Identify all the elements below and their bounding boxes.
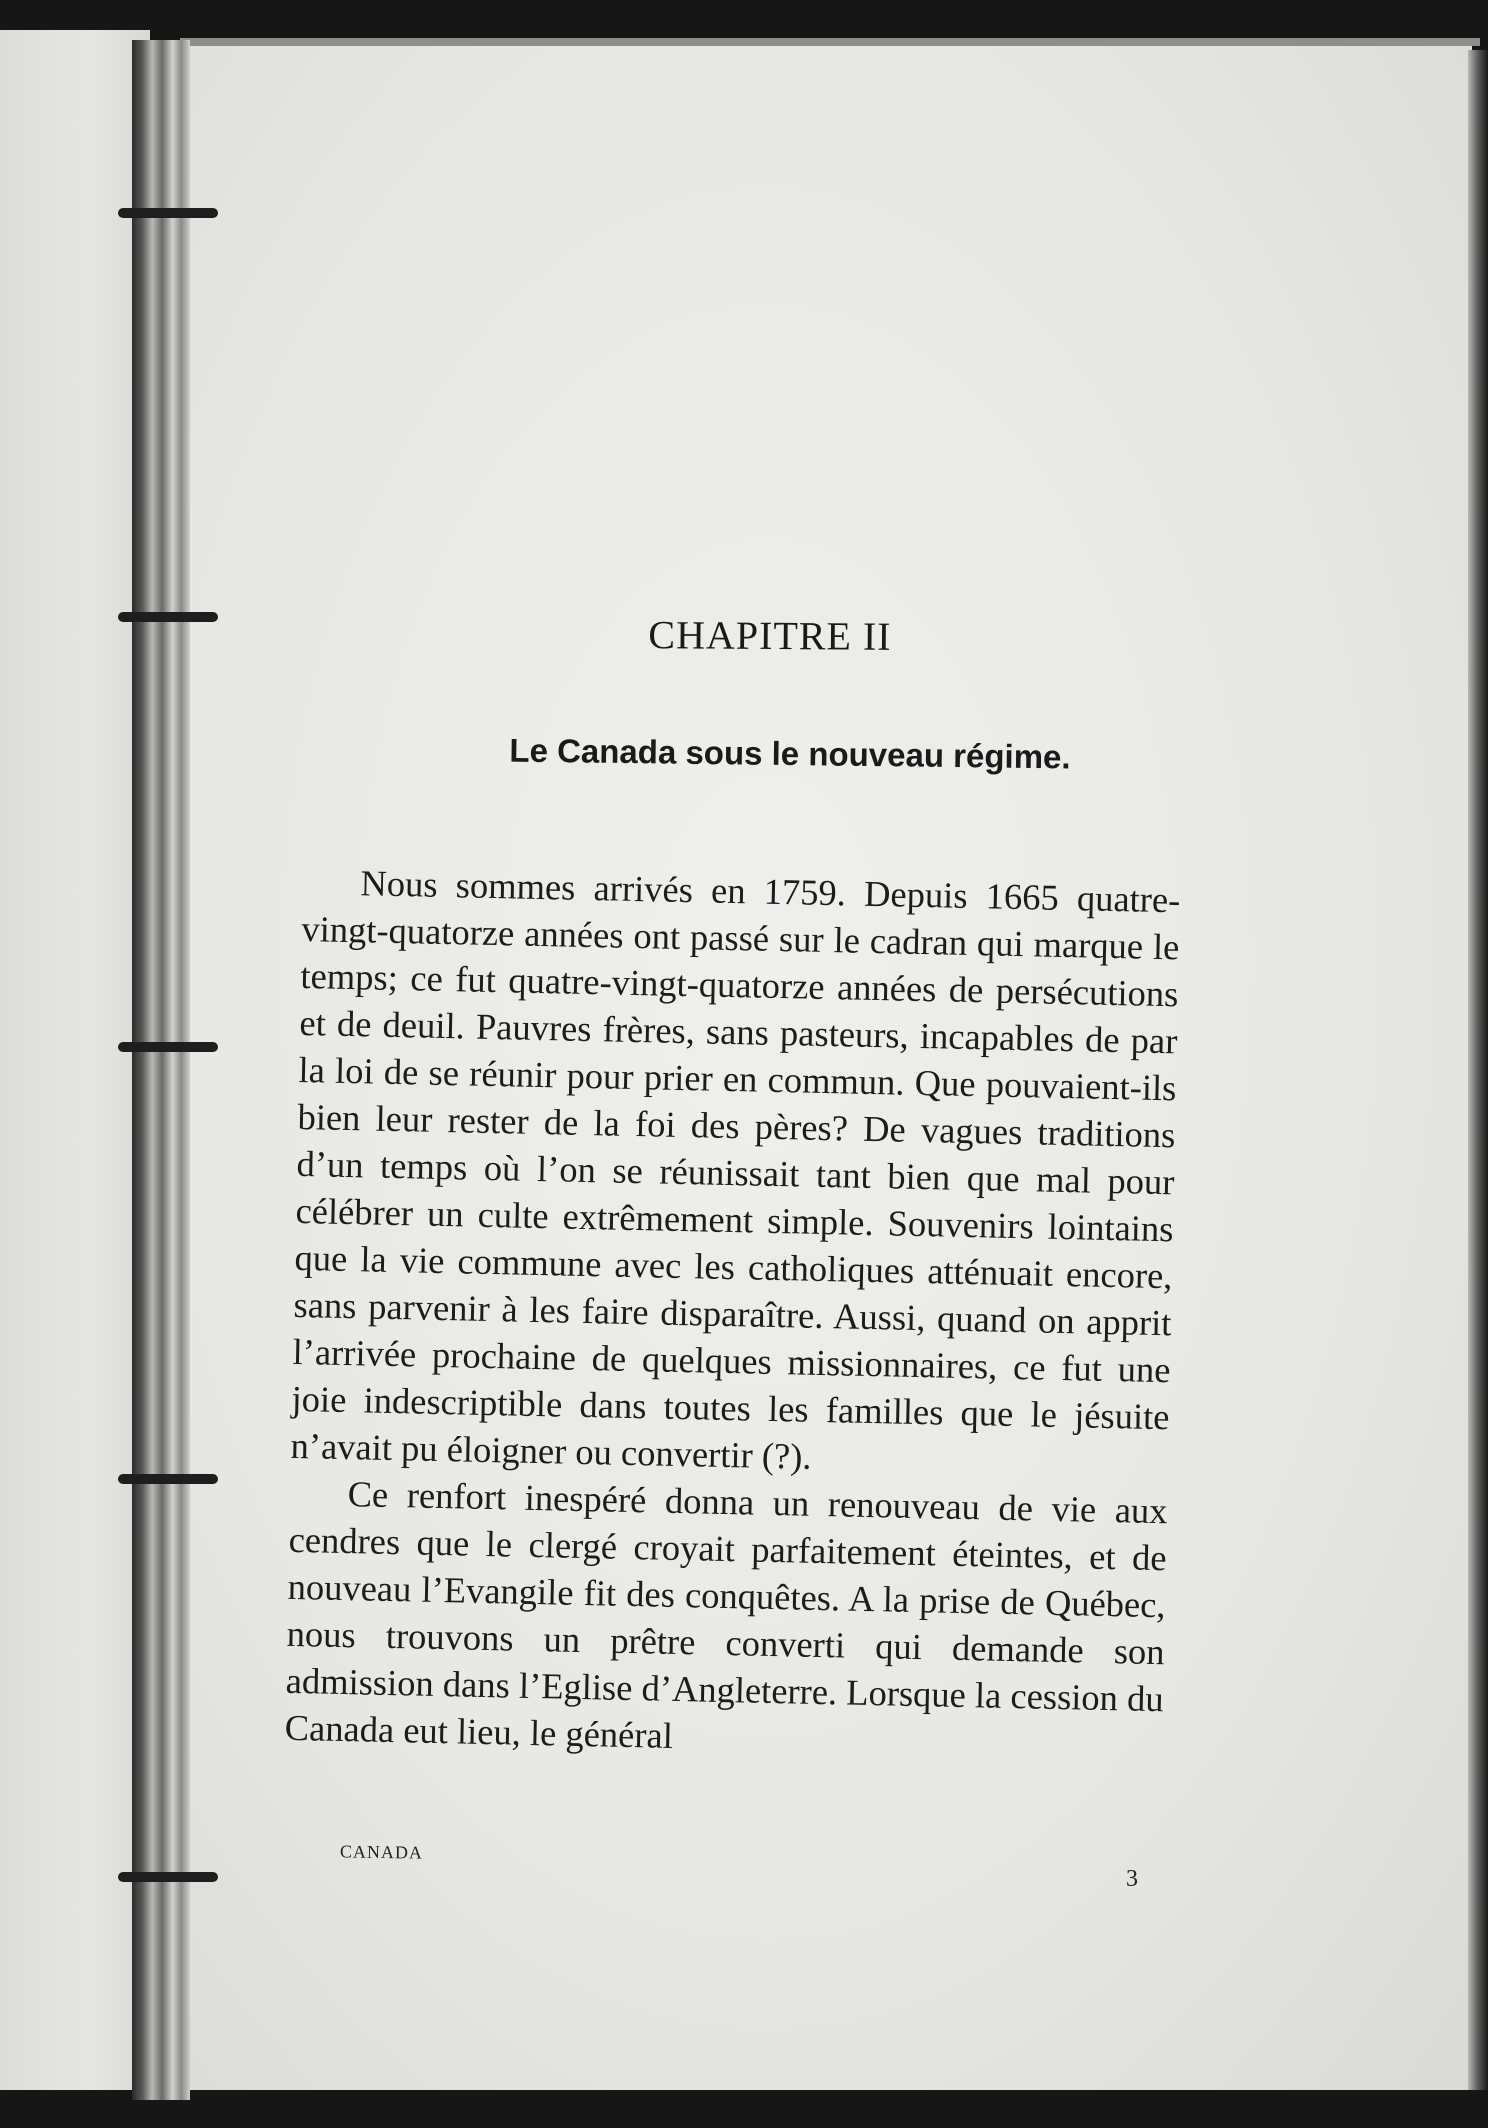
page-number: 3 xyxy=(1126,1866,1138,1892)
section-title: Le Canada sous le nouveau régime. xyxy=(509,731,1071,776)
paragraph: Nous sommes arrivés en 1759. Depuis 1665 quatre-vingt-quatorze années ont passé sur le cadran qui marque le temps; ce fut quatre-vingt-quatorze années de persécutions et de deuil. Pauvres frères, sans pasteurs, incapables de par la loi de se réunir pour prier en commun. Que pouvaient-ils bien leur rester de la foi des pères? De vagues traditions d’un temps où l’on se réunissait tant bien que mal pour célébrer un culte extrêmement simple. Souvenirs lointains que la vie commune avec les catholiques atténuait encore, sans parvenir à les faire disparaître. Aussi, quand on apprit l’arrivée prochaine de quelques missionnaires, ce fut une joie indescriptible dans toutes les familles que le jésuite n’avait pu éloigner ou convertir (?). xyxy=(290,862,1181,1477)
page-top-edge xyxy=(180,38,1480,46)
binding-stitch xyxy=(118,1872,218,1882)
binding-stitch xyxy=(118,1042,218,1052)
book-spine-gutter xyxy=(132,40,190,2100)
binding-stitch xyxy=(118,208,218,218)
binding-stitch xyxy=(118,1474,218,1484)
signature-mark: CANADA xyxy=(339,1841,424,1863)
left-page-edge xyxy=(0,30,150,2090)
paragraph: Ce renfort inespéré donna un renouveau de vie aux cendres que le clergé croyait parfaitement éteintes, et de nouveau l’Evangile fit des conquêtes. A la prise de Québec, nous trouvons un prêtre converti qui demande son admission dans l’Eglise d’Angleterre. Lorsque la cession du Canada eut lieu, le général xyxy=(284,1473,1168,1756)
body-text xyxy=(284,858,1181,1769)
binding-stitch xyxy=(118,612,218,622)
page-right-edge xyxy=(1468,50,1488,2090)
chapter-heading: CHAPITRE II xyxy=(648,612,892,659)
